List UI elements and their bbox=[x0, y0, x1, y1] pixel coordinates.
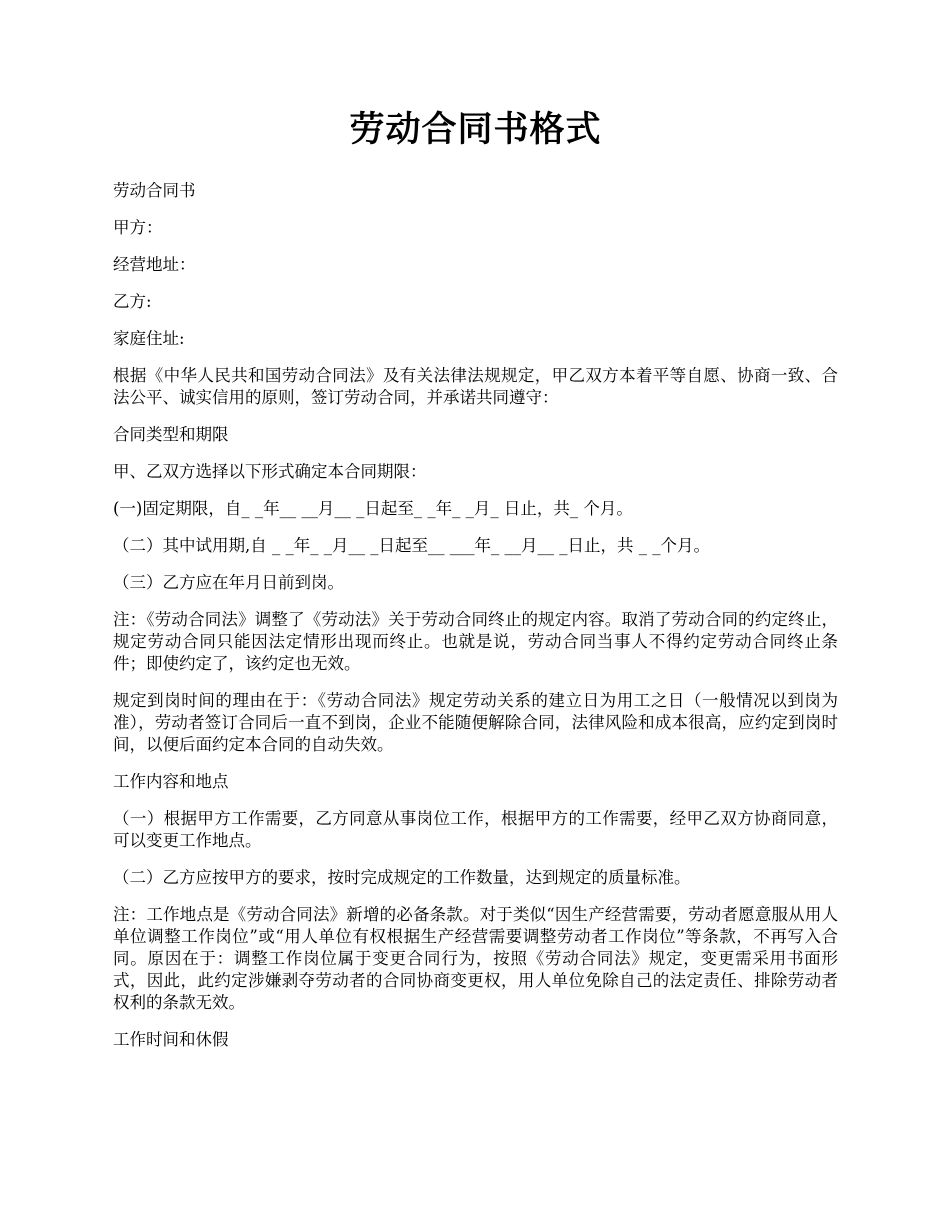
field-party-a: 甲方： bbox=[113, 218, 163, 237]
note-termination: 注：《劳动合同法》调整了《劳动法》关于劳动合同终止的规定内容。取消了劳动合同的约定终止，规定劳动合同只能因法定情形出现而终止。也就是说，劳动合同当事人不得约定劳动合同终止条件；即使约定了，该约定也无效。 bbox=[113, 610, 838, 673]
clause-start-date: （三）乙方应在年月日前到岗。 bbox=[113, 573, 344, 592]
clause-probation: （二）其中试用期,自 _ _年_ _月__ _日起至__ ___年_ __月__ _日止，共 _ _个月。 bbox=[113, 536, 710, 555]
section-heading-hours-leave: 工作时间和休假 bbox=[113, 1030, 229, 1049]
document-body bbox=[113, 180, 838, 1051]
clause-work-content: （一）根据甲方工作需要，乙方同意从事岗位工作，根据甲方的工作需要，经甲乙双方协商同意，可以变更工作地点。 bbox=[113, 809, 838, 850]
paragraph-preamble: 根据《中华人民共和国劳动合同法》及有关法律法规规定，甲乙双方本着平等自愿、协商一致、合法公平、诚实信用的原则，签订劳动合同，并承诺共同遵守： bbox=[113, 366, 838, 407]
heading-contract: 劳动合同书 bbox=[113, 181, 196, 200]
note-work-location: 注：工作地点是《劳动合同法》新增的必备条款。对于类似“因生产经营需要，劳动者愿意服从用人单位调整工作岗位”或“用人单位有权根据生产经营需要调整劳动者工作岗位”等条款，不再写入合同。原因在于：调整工作岗位属于变更合同行为，按照《劳动合同法》规定，变更需采用书面形式，因此，此约定涉嫌剥夺劳动者的合同协商变更权，用人单位免除自己的法定责任、排除劳动者权利的条款无效。 bbox=[113, 905, 838, 1012]
paragraph-term-intro: 甲、乙双方选择以下形式确定本合同期限： bbox=[113, 462, 427, 481]
field-home-address: 家庭住址: bbox=[113, 329, 185, 348]
field-business-address: 经营地址： bbox=[113, 255, 196, 274]
note-start-reason: 规定到岗时间的理由在于：《劳动合同法》规定劳动关系的建立日为用工之日（一般情况以到岗为准），劳动者签订合同后一直不到岗，企业不能随便解除合同，法律风险和成本很高，应约定到岗时间，以便后面约定本合同的自动失效。 bbox=[113, 691, 838, 754]
clause-fixed-term: (一)固定期限，自_ _年__ __月__ _日起至_ _年_ _月_ 日止，共_ 个月。 bbox=[113, 499, 633, 518]
section-heading-type-term: 合同类型和期限 bbox=[113, 425, 229, 444]
document-title: 劳动合同书格式 bbox=[349, 109, 602, 150]
field-party-b: 乙方: bbox=[113, 292, 152, 311]
clause-work-requirements: （二）乙方应按甲方的要求，按时完成规定的工作数量，达到规定的质量标准。 bbox=[113, 868, 691, 887]
section-heading-work-location: 工作内容和地点 bbox=[113, 772, 229, 791]
